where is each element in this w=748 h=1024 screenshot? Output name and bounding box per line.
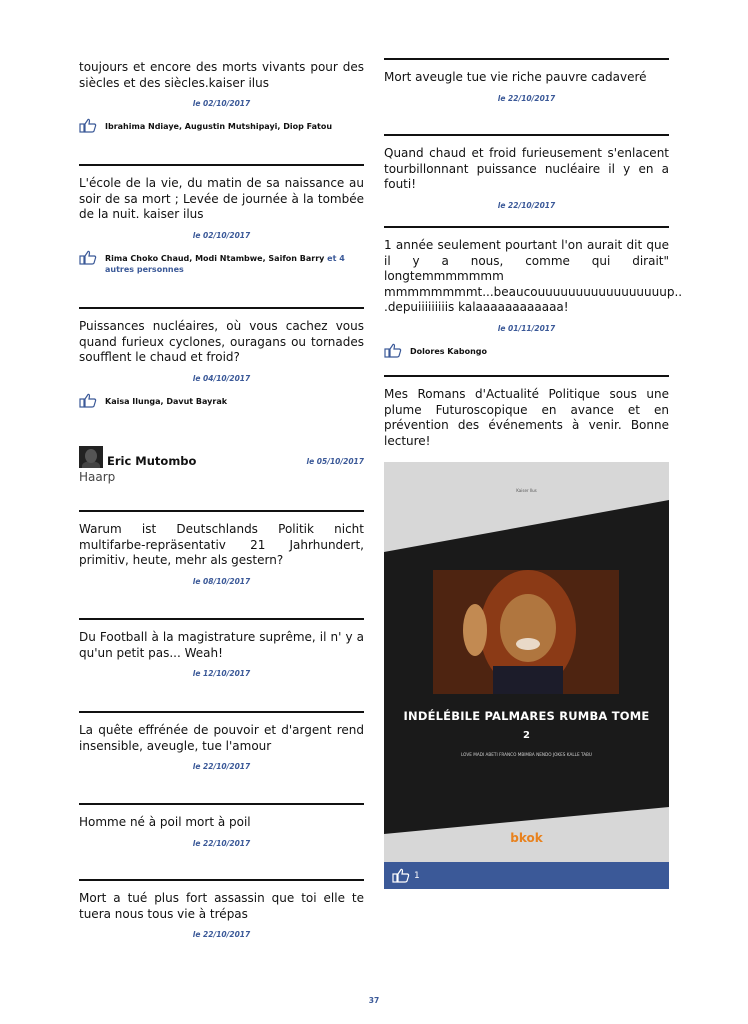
post-date: le 22/10/2017 — [192, 762, 251, 771]
post-text: Du Football à la magistrature suprême, il n' y a qu'un petit pas... Weah! — [79, 630, 364, 660]
post-r3 — [384, 226, 683, 358]
post-text: Homme né à poil mort à poil — [79, 815, 251, 829]
like-icon[interactable] — [384, 343, 402, 358]
post-text: Puissances nucléaires, où vous cachez vous quand furieux cyclones, ouragans ou tornades soufflent le chaud et froid? — [79, 319, 364, 364]
post-r2 — [384, 134, 669, 210]
post-6 — [79, 618, 364, 678]
author-header — [79, 446, 364, 468]
likes-row — [384, 343, 669, 358]
likes-row — [79, 118, 364, 133]
post-text: Mes Romans d'Actualité Politique sous une plume Futuroscopique en avance et en prévention des événements à venir. Bonne lecture! — [384, 387, 669, 448]
divider — [79, 307, 364, 309]
post-text: 1 année seulement pourtant l'on aurait dit que il y a nous, comme qui dirait" longtemmmmmmm mmmmmmmmt...beaucouuuuuuuuuuuuuuuuup.. .depuiiiiiiiiis kalaaaaaaaaaaaa! — [384, 238, 683, 314]
page-number: 37 — [368, 996, 380, 1005]
divider — [384, 58, 669, 60]
post-3 — [79, 307, 364, 408]
book-card[interactable] — [384, 462, 669, 889]
post-date: le 02/10/2017 — [192, 99, 251, 108]
divider — [79, 803, 364, 805]
divider — [384, 134, 669, 136]
like-icon[interactable] — [79, 118, 97, 133]
post-text: L'école de la vie, du matin de sa naissance au soir de sa mort ; Levée de journée à la tombée de la nuit. kaiser ilus — [79, 176, 364, 221]
avatar-icon[interactable] — [79, 446, 103, 468]
likes-more-link[interactable]: et 4 autres personnes — [105, 253, 345, 274]
post-r4 — [384, 375, 669, 449]
post-text: La quête effrénée de pouvoir et d'argent rend insensible, aveugle, tue l'amour — [79, 723, 364, 753]
likes-names — [105, 250, 364, 275]
post-text: Mort aveugle tue vie riche pauvre cadaveré — [384, 70, 647, 84]
divider — [384, 375, 669, 377]
post-r1 — [384, 58, 669, 103]
post-date: le 04/10/2017 — [192, 373, 251, 383]
post-date: le 22/10/2017 — [192, 930, 251, 939]
like-icon[interactable] — [392, 868, 410, 883]
post-text: Warum ist Deutschlands Politik nicht multifarbe-repräsentativ 21 Jahrhundert, primitiv, heute, mehr als gestern? — [79, 522, 364, 567]
divider — [79, 164, 364, 166]
divider — [384, 226, 669, 228]
likes-names[interactable]: Kaisa Ilunga, Davut Bayrak — [105, 396, 228, 406]
like-count: 1 — [414, 870, 420, 881]
author-text: Haarp — [79, 470, 116, 484]
post-date: le 02/10/2017 — [192, 230, 251, 240]
cover-title: INDÉLÉBILE PALMARES RUMBA TOME — [403, 709, 650, 723]
post-text: toujours et encore des morts vivants pour des siècles et des siècles.kaiser ilus — [79, 60, 364, 90]
post-text: Quand chaud et froid furieusement s'enlacent tourbillonnant puissance nucléaire il y en a fouti! — [384, 146, 669, 191]
book-like-bar — [384, 862, 669, 889]
post-8 — [79, 803, 364, 848]
likes-row — [79, 393, 364, 408]
divider — [79, 711, 364, 713]
author-date: le 05/10/2017 — [306, 457, 364, 466]
post-date: le 12/10/2017 — [192, 669, 251, 678]
likes-names[interactable]: Dolores Kabongo — [410, 346, 488, 356]
cover-number: 2 — [523, 730, 530, 741]
likes-names[interactable]: Ibrahima Ndiaye, Augustin Mutshipayi, Diop Fatou — [105, 122, 333, 131]
cover-photo — [433, 570, 619, 694]
like-icon[interactable] — [79, 250, 97, 265]
divider — [79, 618, 364, 620]
cover-brand: bkok — [510, 831, 543, 845]
post-9 — [79, 879, 364, 939]
post-5 — [79, 510, 364, 586]
post-date: le 22/10/2017 — [192, 838, 251, 848]
cover-subtitle: LOVE MADI ABETI FRANCO MBIMBA NENDO JOKES KALLE TABU — [460, 752, 592, 757]
divider — [79, 879, 364, 881]
post-date: le 22/10/2017 — [497, 93, 556, 103]
book-cover-image[interactable] — [384, 462, 669, 862]
likes-names-list[interactable]: Rima Choko Chaud, Modi Ntambwe, Saifon Barry — [105, 253, 325, 263]
author-post — [79, 446, 364, 484]
post-2 — [79, 164, 364, 275]
post-date: le 08/10/2017 — [192, 576, 251, 586]
cover-author: Kaiser Ilus — [516, 488, 537, 493]
divider — [79, 510, 364, 512]
post-7 — [79, 711, 364, 771]
author-name[interactable]: Eric Mutombo — [107, 454, 197, 468]
like-icon[interactable] — [79, 393, 97, 408]
post-date: le 01/11/2017 — [497, 323, 556, 333]
likes-row — [79, 250, 364, 275]
post-date: le 22/10/2017 — [497, 200, 556, 210]
post-text: Mort a tué plus fort assassin que toi elle te tuera nous tous vie à trépas — [79, 891, 364, 921]
post-1 — [79, 60, 364, 133]
